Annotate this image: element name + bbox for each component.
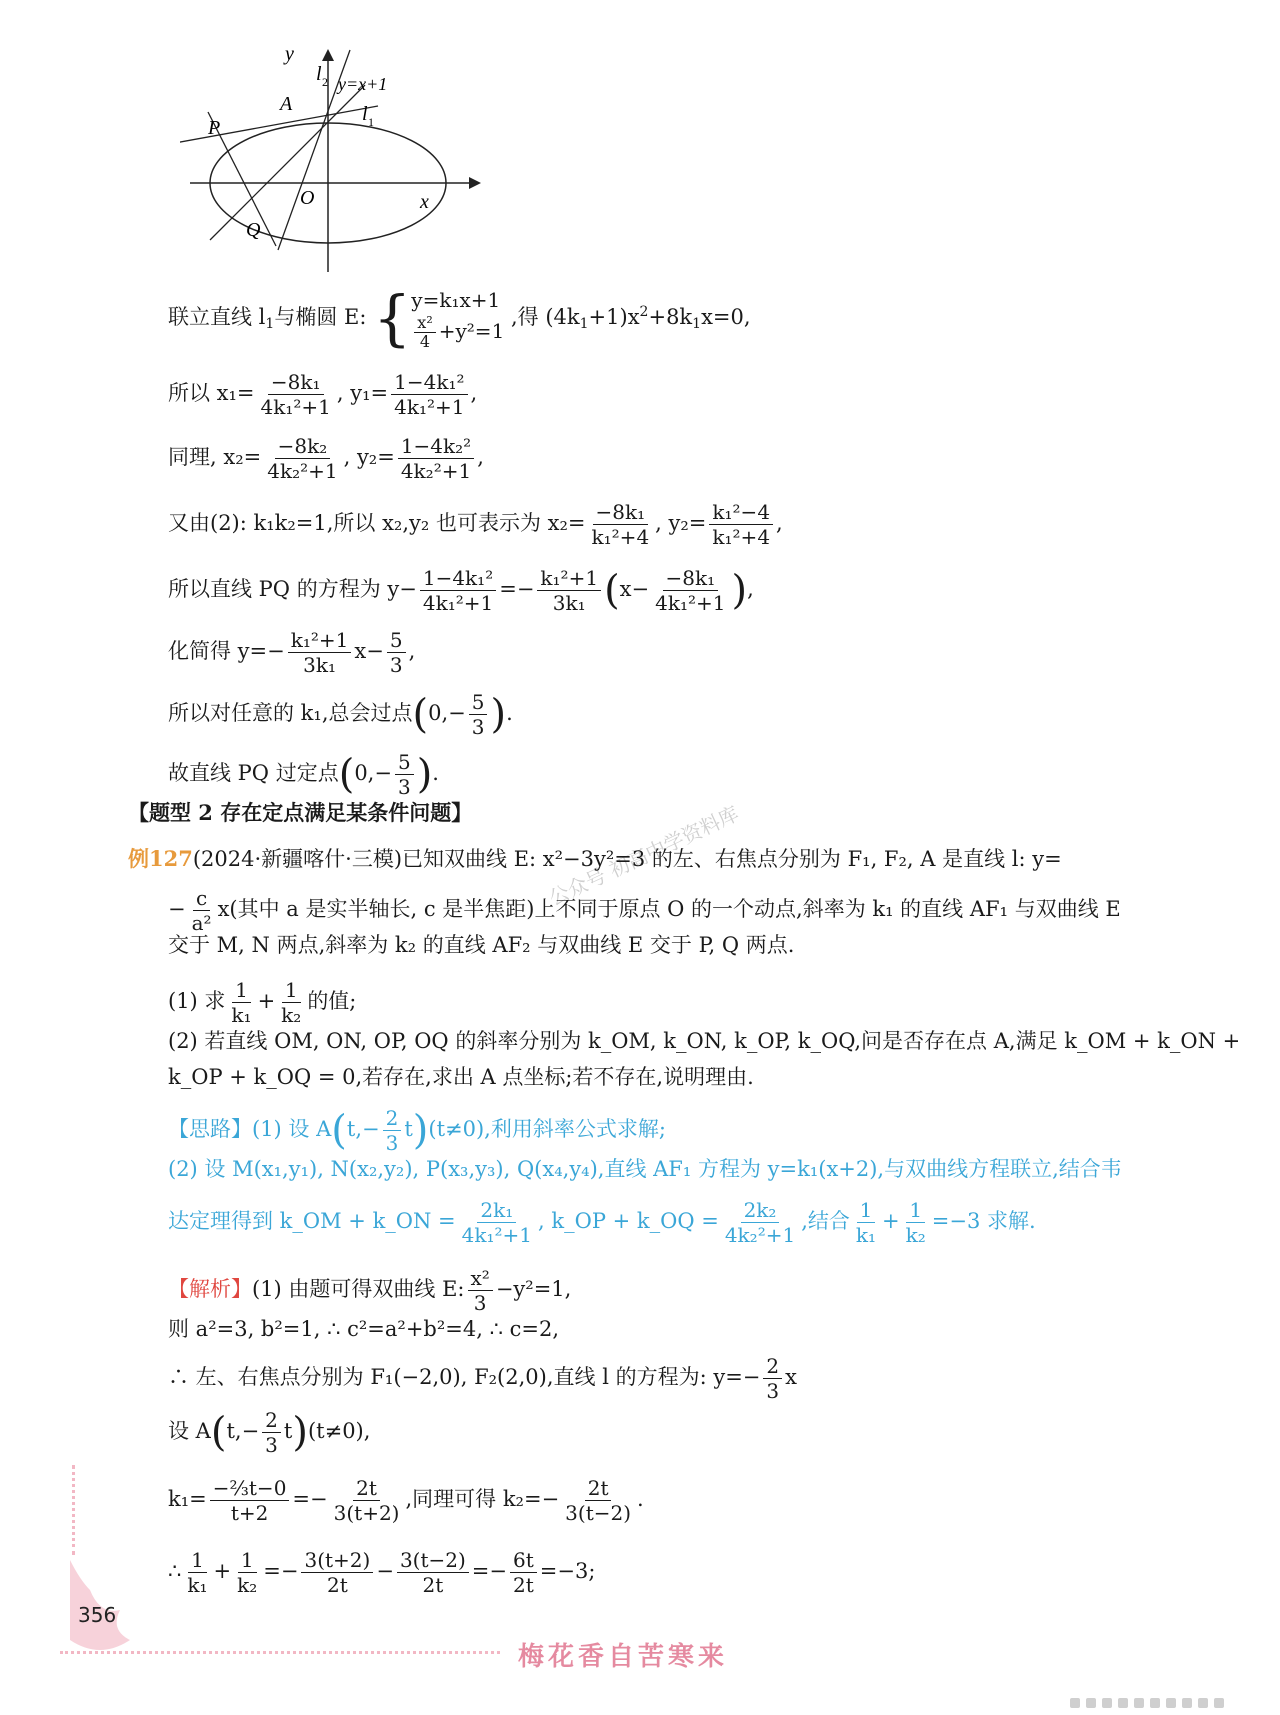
label-l2-sub: 2 [322, 75, 328, 89]
solution-line-4: 设 A(t,− $\frac{2}{3}$ t)(t≠0), [168, 1408, 371, 1457]
pager-dot[interactable] [1150, 1698, 1160, 1708]
example-line-3: 交于 M, N 两点,斜率为 k₂ 的直线 AF₂ 与双曲线 E 交于 P, Q 两点. [168, 933, 795, 957]
label-l1: l [362, 103, 368, 125]
example-line-2: − $\frac{c}{\text{a²}}$ x(其中 a 是实半轴长, c 是半焦距)上不同于原点 O 的一个动点,斜率为 k₁ 的直线 AF₁ 与双曲线 E [168, 886, 1121, 935]
idea-line-1: 【思路】(1) 设 A(t,− $\frac{2}{3}$ t)(t≠0),利用斜率公式求解; [168, 1106, 666, 1155]
example-line-1: 例127(2024·新疆喀什·三模)已知双曲线 E: x²−3y²=3 的左、右焦点分别为 F₁, F₂, A 是直线 l: y= [128, 846, 1062, 871]
section-heading: 【题型 2 存在定点满足某条件问题】 [128, 800, 473, 825]
label-p: P [208, 117, 221, 139]
pager-dot[interactable] [1086, 1698, 1096, 1708]
line-pq-equation: 所以直线 PQ 的方程为 y− $\frac{\text{1−4k₁²}}{\text{4k₁²+1}}$ =− $\frac{\text{k₁²+1}}{\text{3k₁}}$ (x− $\frac{\text{−8k₁}}{\text{4k₁²+1}}$ ), [168, 566, 754, 615]
line-system: 联立直线 l1与椭圆 E: { y=k₁x+1 $\frac{\text{x²}}{4}$ +y²=1 ,得 $(4k1+1)x^2+8k1x=0$, [168, 283, 751, 354]
idea-line-2: (2) 设 M(x₁,y₁), N(x₂,y₂), P(x₃,y₃), Q(x₄,y₄),直线 AF₁ 方程为 y=k₁(x+2),与双曲线方程联立,结合韦 [168, 1157, 1122, 1181]
ellipse-figure [180, 40, 500, 280]
question-2-line-2: k_OP + k_OQ = 0,若存在,求出 A 点坐标;若不存在,说明理由. [168, 1065, 754, 1089]
idea-line-3: 达定理得到 k_OM + k_ON = $\frac{\text{2k₁}}{\text{4k₁²+1}}$ , k_OP + k_OQ = $\frac{\text{2k₂}}{\text{4k₂²+1}}$ ,结合 $\frac{1}{\text{k₁}}$ + $\frac{1}{\text{k₂}}$ =−3 求解. [168, 1198, 1036, 1247]
solution-line-6: ∴ $\frac{1}{\text{k₁}}$ + $\frac{1}{\text{k₂}}$ =− $\frac{3(t+2)}{2t}$ − $\frac{3(t-2)}{2t}$ =− $\frac{6t}{2t}$ =−3; [168, 1548, 596, 1597]
pager-dot[interactable] [1102, 1698, 1112, 1708]
label-o: O [300, 187, 315, 209]
page-number: 356 [78, 1603, 117, 1627]
solution-line-3: ∴ 左、右焦点分别为 F₁(−2,0), F₂(2,0),直线 l 的方程为: y=− $\frac{2}{3}$ x [168, 1354, 797, 1403]
label-a: A [280, 93, 293, 115]
pager-dot[interactable] [1118, 1698, 1128, 1708]
label-line: y=x+1 [338, 74, 388, 94]
question-2-line-1: (2) 若直线 OM, ON, OP, OQ 的斜率分别为 k_OM, k_ON, k_OP, k_OQ,问是否存在点 A,满足 k_OM + k_ON + [168, 1029, 1241, 1053]
image-pager-dots[interactable] [1070, 1693, 1260, 1703]
question-1: (1) 求 $\frac{1}{\text{k₁}}$ + $\frac{1}{\text{k₂}}$ 的值; [168, 978, 357, 1027]
label-l1-sub: 1 [368, 115, 374, 129]
line-simplify: 化简得 y=− $\frac{\text{k₁²+1}}{\text{3k₁}}$ x− $\frac{5}{3}$ , [168, 628, 416, 677]
line-any-k1: 所以对任意的 k₁,总会过点(0,− $\frac{5}{3}$ ). [168, 690, 513, 739]
line-by-2: 又由(2): k₁k₂=1,所以 x₂,y₂ 也可表示为 x₂= $\frac{\text{−8k₁}}{\text{k₁²+4}}$ , y₂= $\frac{\text{k₁²−4}}{\text{k₁²+4}}$ , [168, 500, 783, 549]
pager-dot[interactable] [1134, 1698, 1144, 1708]
footer-dotted-line [60, 1651, 500, 1654]
solution-line-5: k₁= $\frac{\text{−⅔t−0}}{t+2}$ =− $\frac{2t}{3(t+2)}$ ,同理可得 k₂=− $\frac{2t}{3(t-2)}$ . [168, 1476, 644, 1525]
line-x2-y2: 同理, x₂= $\frac{\text{−8k₂}}{\text{4k₂²+1}}$ , y₂= $\frac{\text{1−4k₂²}}{\text{4k₂²+1}}$ , [168, 434, 484, 483]
footer-motto: 梅花香自苦寒来 [518, 1642, 729, 1672]
label-q: Q [246, 219, 261, 241]
pager-dot[interactable] [1166, 1698, 1176, 1708]
label-l2: l [316, 63, 322, 85]
left-dotted-border [72, 1465, 75, 1555]
solution-line-1: 【解析】(1) 由题可得双曲线 E: $\frac{\text{x²}}{3}$ −y²=1, [168, 1266, 572, 1315]
pager-dot[interactable] [1198, 1698, 1208, 1708]
pager-dot[interactable] [1070, 1698, 1080, 1708]
label-x: x [420, 191, 429, 213]
line-x1-y1: 所以 x₁= $\frac{\text{−8k₁}}{\text{4k₁²+1}}$ , y₁= $\frac{\text{1−4k₁²}}{\text{4k₁²+1}}$ , [168, 370, 478, 419]
line-fixed-point: 故直线 PQ 过定点(0,− $\frac{5}{3}$ ). [168, 750, 439, 799]
pager-dot[interactable] [1182, 1698, 1192, 1708]
label-y: y [285, 43, 294, 65]
solution-line-2: 则 a²=3, b²=1, ∴ c²=a²+b²=4, ∴ c=2, [168, 1317, 560, 1341]
pager-dot[interactable] [1214, 1698, 1224, 1708]
watermark: 公众号 初高中学资料库 [545, 801, 743, 911]
